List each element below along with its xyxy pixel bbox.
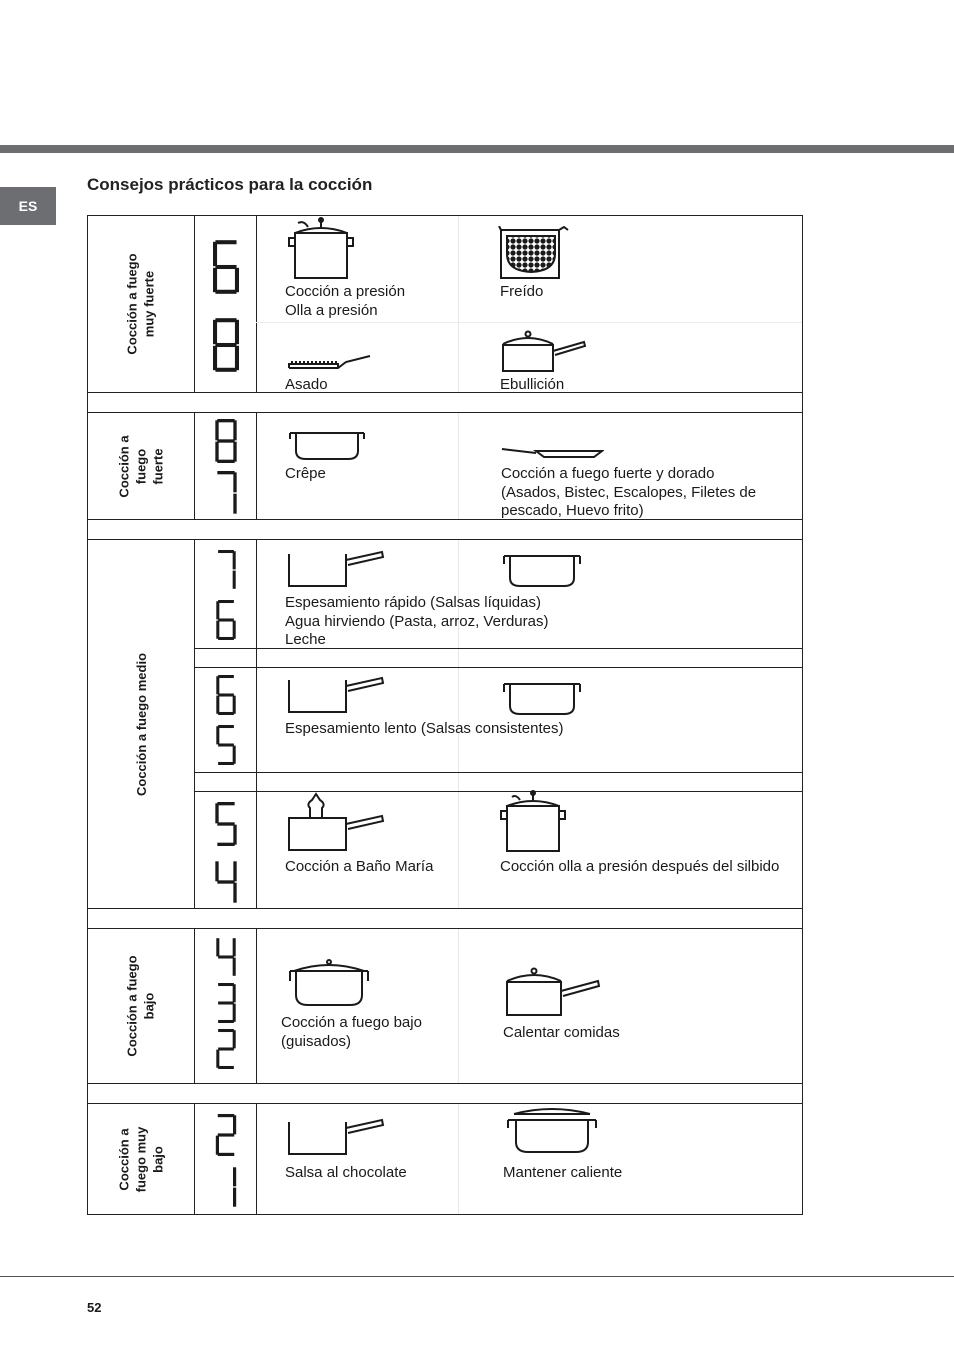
saucepan-icon (286, 1118, 386, 1158)
heat-level-digits (195, 234, 256, 378)
caption-reheating: Calentar comidas (503, 1024, 620, 1041)
heat-level-digits (195, 802, 256, 904)
caption-keep-warm: Mantener caliente (503, 1164, 623, 1181)
level-digit-4 (213, 860, 239, 904)
caption-quick-thickening: Espesamiento rápido (Salsas líquidas) Agua hirviendo (Pasta, arroz, Verduras) Leche (285, 594, 549, 648)
section-very-high-heat (87, 215, 803, 393)
top-rule (0, 145, 954, 153)
level-digit-2 (213, 1029, 239, 1069)
caption-grilling: Asado (285, 376, 328, 393)
heat-level-digits (195, 937, 256, 1069)
level-digit-9 (213, 234, 239, 300)
section-very-low-heat (87, 1103, 803, 1215)
section-label: Cocción a fuego medio (133, 652, 149, 796)
casserole-icon (500, 680, 586, 718)
page-title: Consejos prácticos para la cocción (87, 175, 373, 194)
frying-pan-icon (500, 445, 604, 459)
level-digit-7 (213, 550, 239, 590)
saucepan-icon (286, 676, 386, 716)
caption-boiling: Ebullición (500, 376, 565, 393)
saucepan-with-lid-icon (500, 328, 590, 374)
caption-after-whistle: Cocción olla a presión después del silbido (500, 858, 780, 875)
level-digit-5 (213, 725, 239, 765)
grill-pan-icon (286, 352, 372, 372)
section-high-heat (87, 412, 803, 520)
level-digit-7 (213, 471, 239, 515)
section-label: Cocción a fuego fuerte (116, 434, 166, 498)
level-digit-4 (213, 937, 239, 977)
caption-bain-marie: Cocción a Baño María (285, 858, 434, 875)
section-low-heat (87, 928, 803, 1084)
level-digit-5 (213, 802, 239, 846)
level-digit-8 (213, 419, 239, 463)
page-number: 52 (87, 1300, 102, 1315)
saucepan-icon (286, 550, 386, 590)
section-label: Cocción a fuego muy fuerte (125, 253, 157, 355)
section-label: Cocción a fuego muy bajo (116, 1126, 166, 1192)
level-digit-3 (213, 983, 239, 1023)
footer-rule (0, 1276, 954, 1277)
pressure-cooker-icon (498, 790, 570, 854)
caption-pressure-cooking: Cocción a presión Olla a presión (285, 283, 406, 319)
caption-frying: Freído (500, 283, 544, 300)
heat-level-digits (195, 675, 256, 765)
language-tab: ES (0, 187, 56, 225)
heat-level-digits (195, 419, 256, 515)
casserole-icon (500, 552, 586, 590)
crepe-pan-icon (286, 427, 370, 463)
bain-marie-icon (286, 792, 386, 854)
level-digit-6 (213, 600, 239, 640)
level-digit-8 (213, 312, 239, 378)
pressure-cooker-icon (286, 216, 358, 280)
heat-level-digits (195, 1114, 256, 1208)
section-label: Cocción a fuego bajo (125, 955, 157, 1057)
level-digit-1 (213, 1166, 239, 1208)
level-digit-6 (213, 675, 239, 715)
deep-fryer-basket-icon (498, 226, 572, 282)
saucepan-with-lid-icon (504, 967, 604, 1019)
heat-level-digits (195, 550, 256, 640)
casserole-with-lid-icon (504, 1106, 600, 1156)
caption-high-browning: Cocción a fuego fuerte y dorado (Asados, Bistec, Escalopes, Filetes de pescado, Huevo frito) (501, 465, 757, 519)
caption-stewing: Cocción a fuego bajo (guisados) (281, 1014, 422, 1050)
level-digit-2 (213, 1114, 239, 1156)
caption-slow-thickening: Espesamiento lento (Salsas consistentes) (285, 720, 564, 737)
stew-pot-with-lid-icon (286, 959, 372, 1009)
caption-crepe: Crêpe (285, 465, 326, 482)
caption-chocolate-sauce: Salsa al chocolate (285, 1164, 407, 1181)
section-medium-heat (87, 539, 803, 909)
